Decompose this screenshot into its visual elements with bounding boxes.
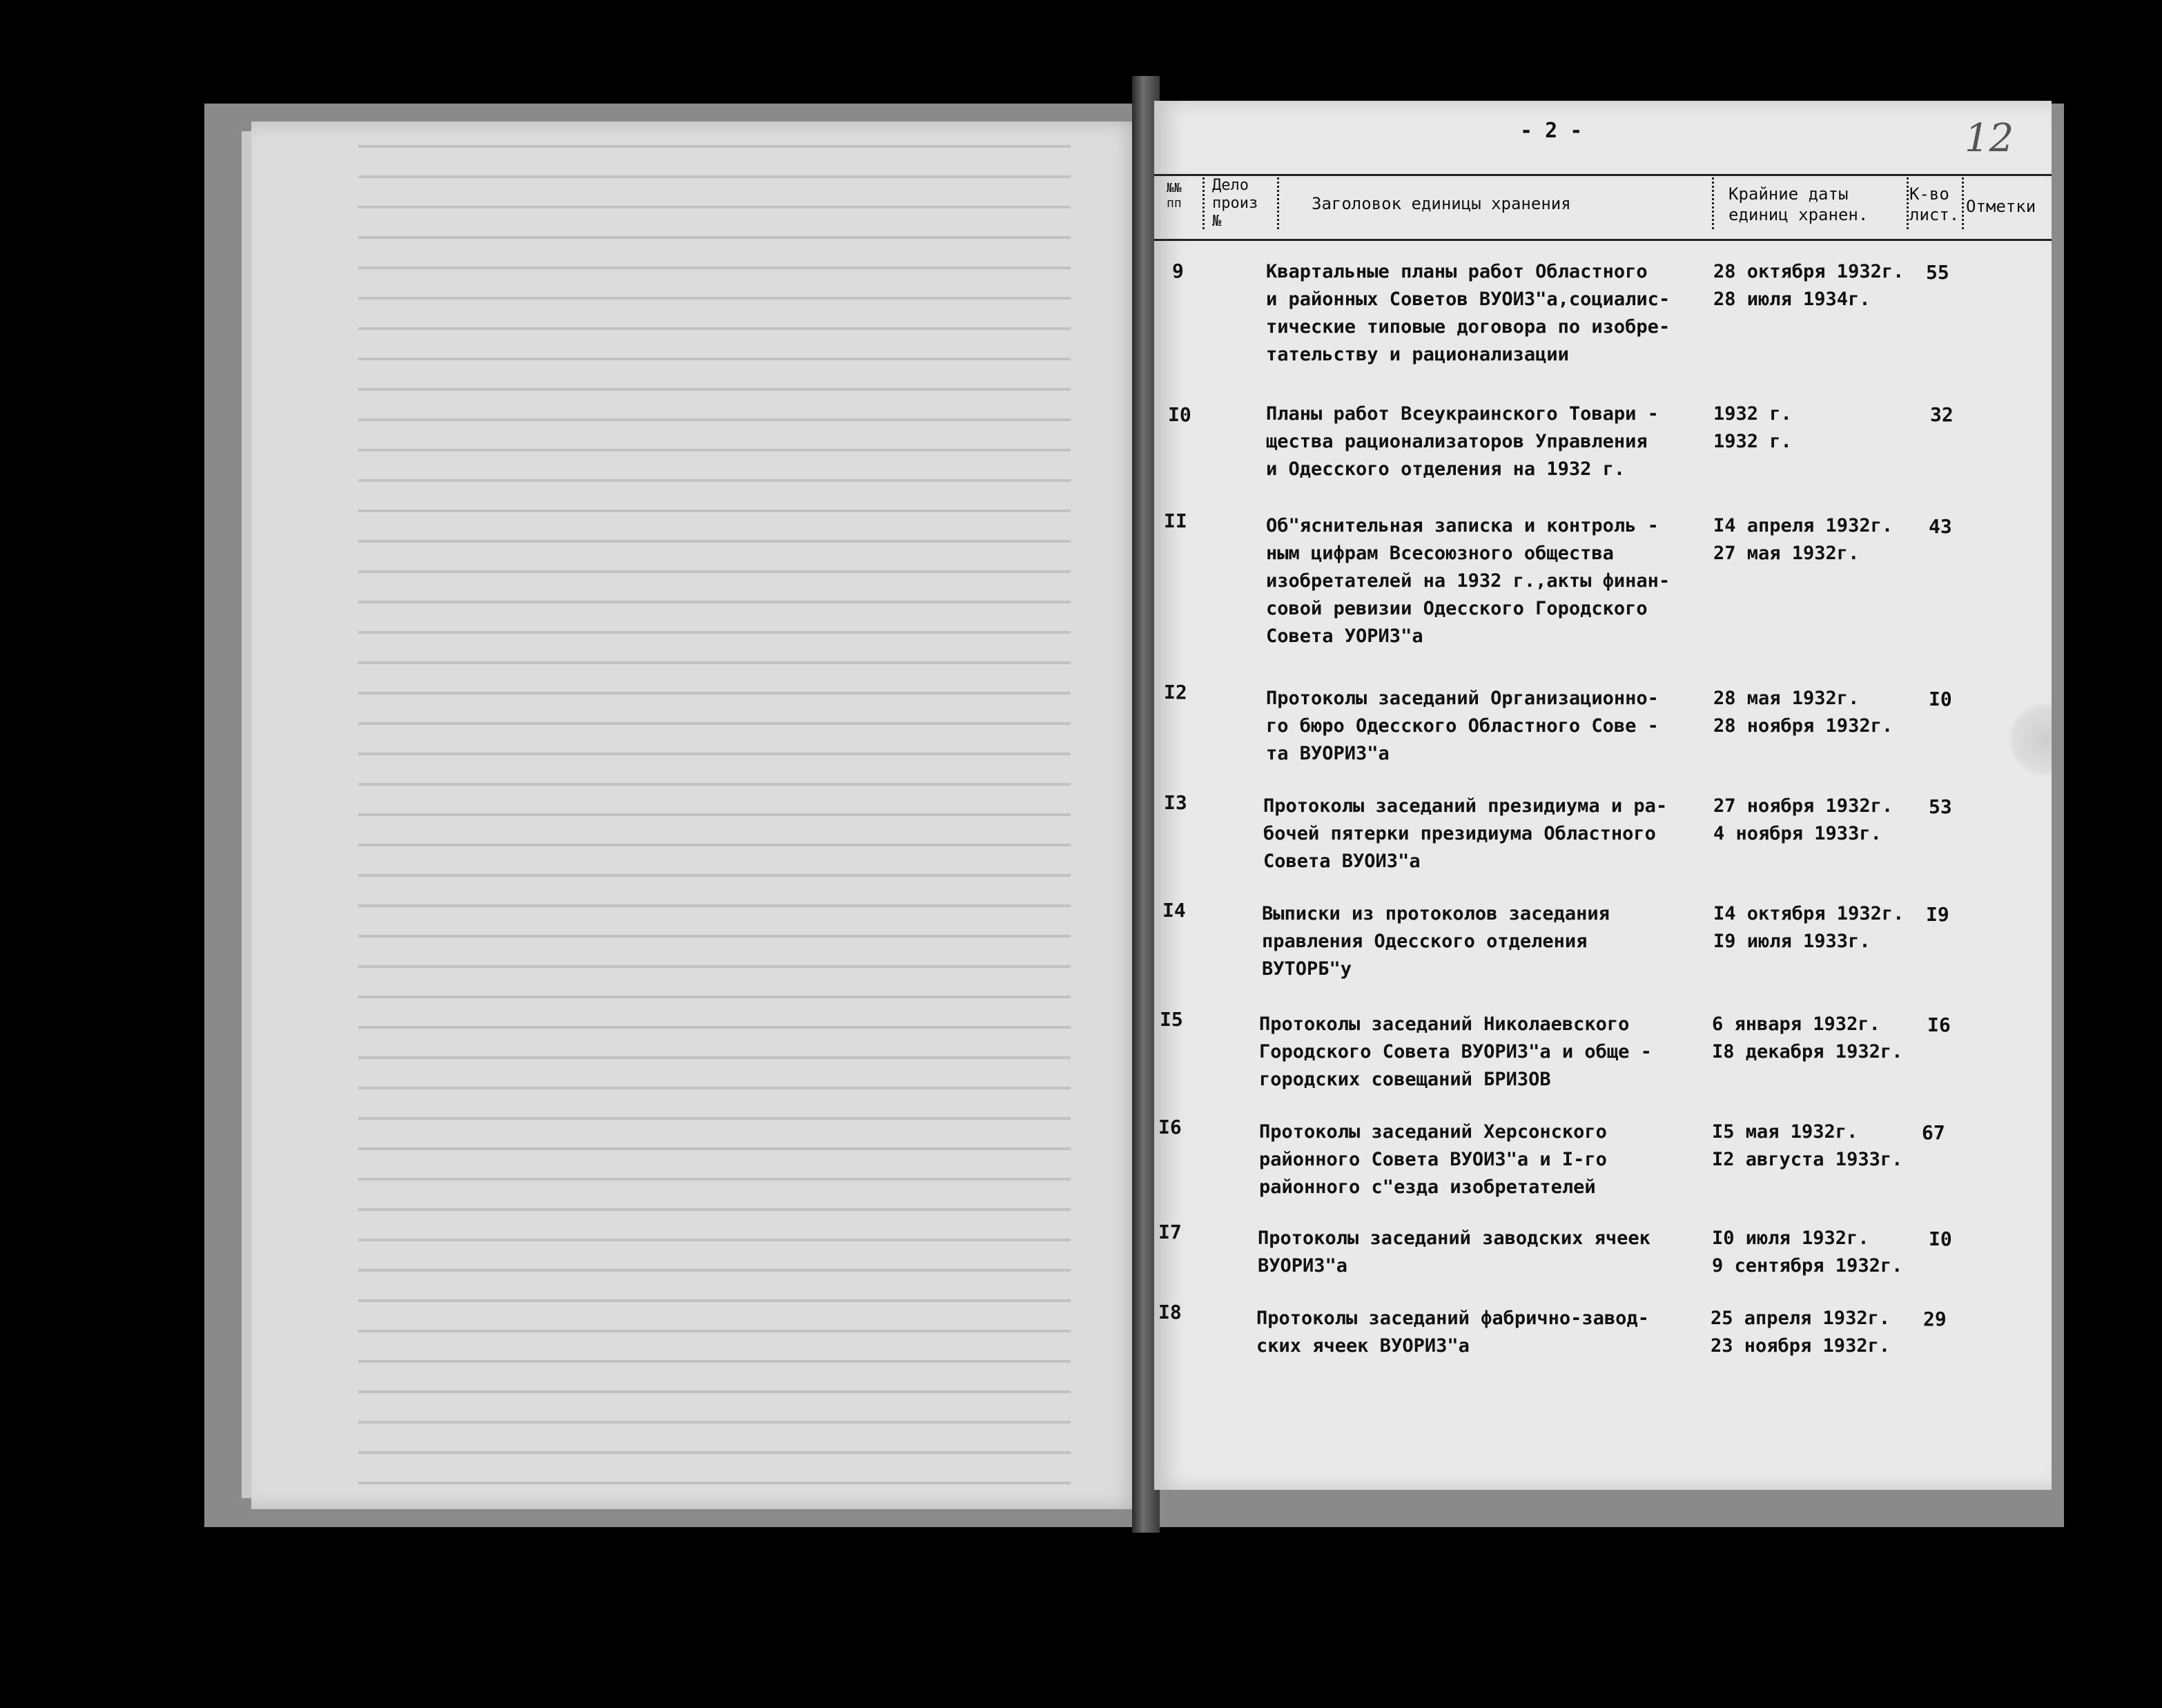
row-title: Протоколы заседаний фабрично-завод- ских ячеек ВУОРИЗ"а (1256, 1308, 1649, 1357)
row-dates: 25 апреля 1932г. 23 ноября 1932г. (1711, 1308, 1891, 1357)
row-number: II (1164, 510, 1187, 532)
row-title: Протоколы заседаний Херсонского районного Совета ВУОИЗ"а и I-го районного с"езда изобретателей (1259, 1121, 1607, 1198)
row-sheets: I9 (1926, 903, 1949, 926)
row-dates: 1932 г. 1932 г. (1713, 403, 1792, 452)
row-sheets: 43 (1929, 515, 1952, 538)
row-title: Протоколы заседаний Николаевского Городского Совета ВУОРИЗ"а и обще - городских совещаний БРИЗОВ (1259, 1013, 1652, 1090)
row-dates: 28 мая 1932г. 28 ноября 1932г. (1713, 688, 1893, 737)
row-title: Квартальные планы работ Областного и районных Советов ВУОИЗ"а,социалис- тические типовые договора по изобре- тательству и рационализации (1266, 261, 1671, 365)
row-dates: I4 апреля 1932г. 27 мая 1932г. (1713, 515, 1893, 564)
row-sheets: I0 (1929, 1227, 1952, 1250)
row-dates: I4 октября 1932г. I9 июля 1933г. (1713, 903, 1905, 952)
header-divider (1277, 174, 1279, 229)
row-title: Выписки из протоколов заседания правления Одесского отделения ВУТОРБ"у (1262, 903, 1610, 980)
header-divider (1907, 174, 1909, 229)
row-dates: 6 января 1932г. I8 декабря 1932г. (1712, 1013, 1903, 1062)
header-divider (1202, 174, 1205, 229)
header-col-case: Дело произ № (1212, 177, 1258, 230)
header-col-title: Заголовок единицы хранения (1312, 194, 1571, 213)
row-sheets: I0 (1929, 688, 1952, 710)
row-dates: I0 июля 1932г. 9 сентября 1932г. (1712, 1227, 1903, 1277)
row-number: 9 (1172, 260, 1184, 282)
row-sheets: 67 (1922, 1121, 1945, 1144)
row-title: Протоколы заседаний президиума и ра- бочей пятерки президиума Областного Совета ВУОИЗ"а (1263, 795, 1668, 872)
header-divider (1712, 174, 1714, 229)
left-page-blank-back (251, 122, 1142, 1509)
row-number: I3 (1164, 791, 1187, 814)
inventory-page (1154, 101, 2052, 1490)
row-title: Протоколы заседаний заводских ячеек ВУОРИЗ"а (1258, 1227, 1650, 1277)
row-number: I6 (1158, 1116, 1182, 1138)
header-bottom-rule (1154, 239, 2052, 241)
row-title: Протоколы заседаний Организационно- го бюро Одесского Областного Сове - та ВУОРИЗ"а (1266, 688, 1659, 764)
row-sheets: I6 (1927, 1013, 1951, 1036)
row-dates: 28 октября 1932г. 28 июля 1934г. (1713, 261, 1905, 310)
row-sheets: 53 (1929, 795, 1952, 818)
row-sheets: 55 (1926, 261, 1949, 284)
row-number: I8 (1158, 1301, 1182, 1323)
row-number: I7 (1158, 1221, 1182, 1243)
header-col-sheets: К-во лист. (1909, 184, 1960, 224)
page-number: - 2 - (1520, 119, 1583, 143)
header-top-rule (1154, 174, 2052, 176)
row-number: I2 (1164, 681, 1187, 703)
row-dates: 27 ноября 1932г. 4 ноября 1933г. (1713, 795, 1893, 844)
row-title: Планы работ Всеукраинского Товари - щества рационализаторов Управления и Одесского отделения на 1932 г. (1266, 403, 1659, 480)
row-number: I0 (1168, 403, 1191, 426)
bleed-through-text (251, 122, 1142, 1509)
faded-stamp (2007, 701, 2052, 777)
row-number: I5 (1160, 1008, 1183, 1031)
header-divider (1962, 174, 1964, 229)
row-sheets: 32 (1930, 403, 1954, 426)
header-col-dates: Крайние даты единиц хранен. (1728, 184, 1869, 224)
row-number: I4 (1162, 899, 1186, 922)
header-col-no: №№ пп (1167, 181, 1182, 211)
header-col-notes: Отметки (1966, 197, 2036, 216)
row-sheets: 29 (1923, 1308, 1947, 1330)
row-dates: I5 мая 1932г. I2 августа 1933г. (1712, 1121, 1903, 1170)
row-title: Об"яснительная записка и контроль - ным цифрам Всесоюзного общества изобретателей на 1932 г.,акты финан- совой ревизии Одесского Городского Совета УОРИЗ"а (1266, 515, 1671, 647)
archive-sheet-number: 12 (1965, 116, 2014, 161)
